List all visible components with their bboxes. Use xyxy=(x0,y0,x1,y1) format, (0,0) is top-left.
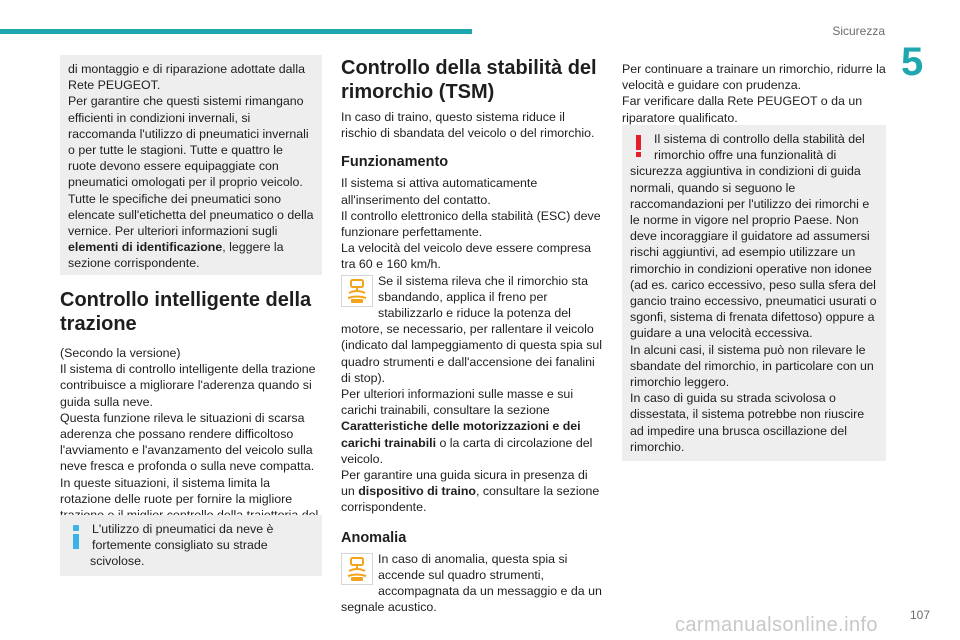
heading-tsm: Controllo della stabilità del rimorchio (TSM) xyxy=(341,57,597,103)
paragraph: La velocità del veicolo deve essere compresa tra 60 e 160 km/h. xyxy=(341,241,592,272)
paragraph: Per ulteriori informazioni sulle masse e sui carichi trainabili, consultare la sezione Caratteristiche delle motorizzazioni e dei carichi trainabili o la carta di circolazione del veicolo. xyxy=(341,387,593,466)
trailer-stability-warning-icon xyxy=(341,275,373,307)
paragraph: In caso di anomalia, questa spia si accende sul quadro strumenti, accompagnata da un messaggio e da un segnale acustico. xyxy=(341,551,602,615)
heading-funzionamento: Funzionamento xyxy=(341,154,449,171)
paragraph: Il sistema di controllo della stabilità del rimorchio offre una funzionalità di sicurezza aggiuntiva in condizioni di guida normali, quando si seguono le raccomandazioni per l'utilizzo dei rimorchi e le norme in vigore nel proprio Paese. Non deve incoraggiare il guidatore ad assumersi rischi aggiuntivi, ad esempio utilizzare un rimorchio in condizioni operative non idonee (ad es. carico eccessivo, peso sulla sfera del gancio traino eccessivo, pneumatici usurati o sgonfi, sistema di frenata difettoso) oppure a guidare a una velocità eccessiva. xyxy=(630,132,877,341)
paragraph: L'utilizzo di pneumatici da neve è fortemente consigliato su strade scivolose. xyxy=(90,522,274,569)
heading-anomalia: Anomalia xyxy=(341,529,407,546)
paragraph: In caso di traino, questo sistema riduce il rischio di sbandata del veicolo o del rimorchio. xyxy=(341,110,595,141)
trailer-stability-warning-icon xyxy=(341,553,373,585)
note-box-tyres xyxy=(60,55,322,275)
paragraph: Per garantire che questi sistemi rimangano efficienti in condizioni invernali, si raccomanda l'utilizzo di pneumatici invernali o per tutte le stagioni. Tutte e quattro le ruote devono essere equipaggiate con pneumatici omologati per il proprio veicolo. xyxy=(68,94,309,190)
paragraph: Per garantire una guida sicura in presenza di un dispositivo di traino, consultare la sezione corrispondente. xyxy=(341,468,600,515)
paragraph: Il controllo elettronico della stabilità (ESC) deve funzionare perfettamente. xyxy=(341,208,601,240)
paragraph: Se il sistema rileva che il rimorchio sta sbandando, applica il freno per stabilizzarlo e riduce la potenza del motore, se necessario, per rallentare il veicolo (indicato dal lampeggiamento di questa spia sul quadro strumenti e dall'accensione dei fanalini di stop). xyxy=(341,273,603,385)
tsm-continued xyxy=(622,61,886,126)
paragraph: Il sistema si attiva automaticamente all'inserimento del contatto. xyxy=(341,176,538,207)
section-title: Sicurezza xyxy=(832,24,885,38)
tsm-section xyxy=(341,56,603,615)
traction-section xyxy=(60,288,322,539)
info-icon xyxy=(68,523,86,551)
paragraph: In queste situazioni, il sistema limita la rotazione delle ruote per fornire la migliore xyxy=(60,475,293,506)
watermark: carmanualsonline.info xyxy=(675,614,878,636)
warning-box-tsm xyxy=(622,125,886,461)
paragraph: Far verificare dalla Rete PEUGEOT o da un riparatore qualificato. xyxy=(622,94,863,125)
paragraph: di montaggio e di riparazione adottate dalla Rete PEUGEOT. xyxy=(68,62,305,93)
heading-traction-control: Controllo intelligente della trazione xyxy=(60,289,312,335)
chapter-number: 5 xyxy=(901,40,924,84)
info-box-snow-tyres xyxy=(60,515,322,576)
paragraph: (Secondo la versione) xyxy=(60,346,181,360)
paragraph: Tutte le specifiche dei pneumatici sono elencate sull'etichetta del pneumatico o della vernice. Per ulteriori informazioni sugli elementi di identificazione, leggere la sezione corrispondente. xyxy=(68,191,314,271)
paragraph: In alcuni casi, il sistema può non rilevare le sbandate del rimorchio, in particolare con un rimorchio leggero. xyxy=(630,342,874,390)
paragraph: In caso di guida su strada scivolosa o dissestata, il sistema potrebbe non riuscire ad impedire una brusca oscillazione del rimorchio. xyxy=(630,391,865,454)
paragraph: Per continuare a trainare un rimorchio, ridurre la velocità e guidare con prudenza. xyxy=(622,62,886,93)
top-accent-bar xyxy=(0,29,472,34)
paragraph: Questa funzione rileva le situazioni di scarsa aderenza che possano rendere difficoltoso l'avviamento e l'avanzamento del veicolo sulla neve fresca e profonda o sulla neve compatta. xyxy=(60,410,315,474)
page-number: 107 xyxy=(910,608,931,622)
paragraph: Il sistema di controllo intelligente della trazione contribuisce a migliorare l'aderenza quando si guida sulla neve. xyxy=(60,362,316,409)
warning-icon xyxy=(630,133,648,159)
